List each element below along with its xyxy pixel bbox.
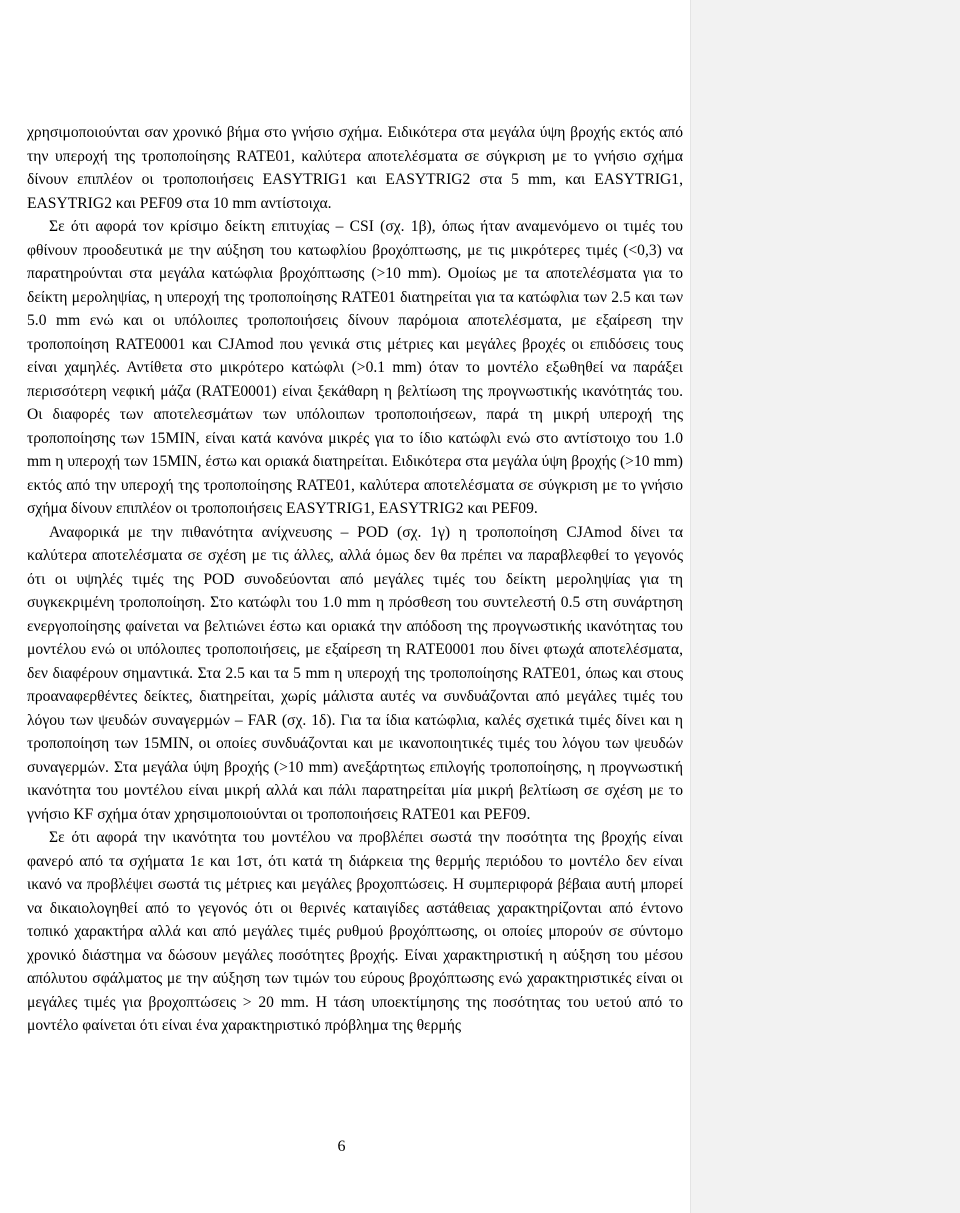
paragraph-2: Σε ότι αφορά τον κρίσιμο δείκτη επιτυχίας – CSI (σχ. 1β), όπως ήταν αναμενόμενο οι τιμές του φθίνουν προοδευτικά με την αύξηση του κατωφλίου βροχόπτωσης, με τις μικρότερες τιμές (<0,3) να παρατηρούνται στα μεγάλα κατώφλια βροχόπτωσης (>10 mm). Ομοίως με τα αποτελέσματα για το δείκτη μεροληψίας, η υπεροχή της τροποποίησης RATE01 διατηρείται για τα κατώφλια των 2.5 και των 5.0 mm ενώ και οι υπόλοιπες τροποποιήσεις δίνουν παρόμοια αποτελέσματα, με εξαίρεση την τροποποίηση RATE0001 και CJAmod που γενικά στις μέτριες και μεγάλες βροχές οι επιδόσεις τους είναι χαμηλές. Αντίθετα στο μικρότερο κατώφλι (>0.1 mm) όταν το μοντέλο εξωθηθεί να παράξει περισσότερη νεφική μάζα (RATE0001) είναι ξεκάθαρη η βελτίωση της προγνωστικής ικανότητάς του. Οι διαφορές των αποτελεσμάτων των υπόλοιπων τροποποιήσεων, παρά τη μικρή υπεροχή της τροποποίησης των 15MIN, είναι κατά κανόνα μικρές για το ίδιο κατώφλι ενώ στο αντίστοιχο του 1.0 mm η υπεροχή των 15MIN, έστω και οριακά διατηρείται. Ειδικότερα στα μεγάλα ύψη βροχής (>10 mm) εκτός από την υπεροχή της τροποποίησης RATE01, καλύτερα αποτελέσματα σε σύγκριση με το γνήσιο σχήμα δίνουν επιπλέον οι τροποποιήσεις EASYTRIG1, EASYTRIG2 και PEF09. <box>27 218 683 517</box>
comment-margin-pane <box>690 0 960 1213</box>
paragraph-1: χρησιμοποιούνται σαν χρονικό βήμα στο γνήσιο σχήμα. Ειδικότερα στα μεγάλα ύψη βροχής εκτός από την υπεροχή της τροποποίησης RATE01, καλύτερα αποτελέσματα σε σύγκριση με το γνήσιο σχήμα δίνουν επιπλέον οι τροποποιήσεις EASYTRIG1 και EASYTRIG2 στα 5 mm, και EASYTRIG1, EASYTRIG2 και PEF09 στα 10 mm αντίστοιχα. <box>27 124 683 212</box>
paragraph-4: Σε ότι αφορά την ικανότητα του μοντέλου να προβλέπει σωστά την ποσότητα της βροχής είναι φανερό από τα σχήματα 1ε και 1στ, ότι κατά τη διάρκεια της θερμής περιόδου το μοντέλο δεν είναι ικανό να προβλέψει σωστά τις μέτριες και μεγάλες βροχοπτώσεις. Η συμπεριφορά βέβαια αυτή μπορεί να δικαιολογηθεί από το γεγονός ότι οι θερινές καταιγίδες αστάθειας χαρακτηρίζονται από έντονο τοπικό χαρακτήρα αλλά και από μεγάλες τιμές ρυθμού βροχόπτωσης, οι οποίες μπορούν σε σύντομο χρονικό διάστημα να δώσουν μεγάλες ποσότητες βροχής. Είναι χαρακτηριστική η αύξηση του μέσου απόλυτου σφάλματος με την αύξηση των τιμών του εύρους βροχόπτωσης ενώ χαρακτηριστικές είναι οι μεγάλες τιμές για βροχοπτώσεις > 20 mm. Η τάση υποεκτίμησης της ποσότητας του υετού από το μοντέλο φαίνεται ότι είναι ένα χαρακτηριστικό πρόβλημα της θερμής <box>27 829 683 1034</box>
body-text <box>27 121 683 1038</box>
page-number: 6 <box>337 1138 346 1155</box>
paragraph-3: Αναφορικά με την πιθανότητα ανίχνευσης – POD (σχ. 1γ) η τροποποίηση CJAmod δίνει τα καλύτερα αποτελέσματα σε σχέση με τις άλλες, αλλά όμως δεν θα πρέπει να παραβλεφθεί το γεγονός ότι οι υψηλές τιμές της POD συνοδεύονται από μεγάλες τιμές του δείκτη μεροληψίας για τη συγκεκριμένη τροποποίηση. Στο κατώφλι του 1.0 mm η πρόσθεση του συντελεστή 0.5 στη συνάρτηση ενεργοποίησης φαίνεται να βελτιώνει έστω και οριακά την απόδοση της προγνωστικής ικανότητας του μοντέλου ενώ οι υπόλοιπες τροποποιήσεις, με εξαίρεση τη RATE0001 που δίνει φτωχά αποτελέσματα, δεν διαφέρουν σημαντικά. Στα 2.5 και τα 5 mm η υπεροχή της τροποποίησης RATE01, όπως και στους προαναφερθέντες δείκτες, διατηρείται, χωρίς μάλιστα αυτές να συνδυάζονται από μεγάλες τιμές του λόγου των ψευδών συναγερμών – FAR (σχ. 1δ). Για τα ίδια κατώφλια, καλές σχετικά τιμές δίνει και η τροποποίηση των 15MIN, οι οποίες συνδυάζονται και με ικανοποιητικές τιμές του λόγου των ψευδών συναγερμών. Στα μεγάλα ύψη βροχής (>10 mm) ανεξάρτητως επιλογής τροποποίησης, η προγνωστική ικανότητα του μοντέλου είναι μικρή αλλά και πάλι παρατηρείται μία μικρή βελτίωση σε σχέση με το γνήσιο KF σχήμα όταν χρησιμοποιούνται οι τροποποιήσεις RATE01 και PEF09. <box>27 523 683 823</box>
